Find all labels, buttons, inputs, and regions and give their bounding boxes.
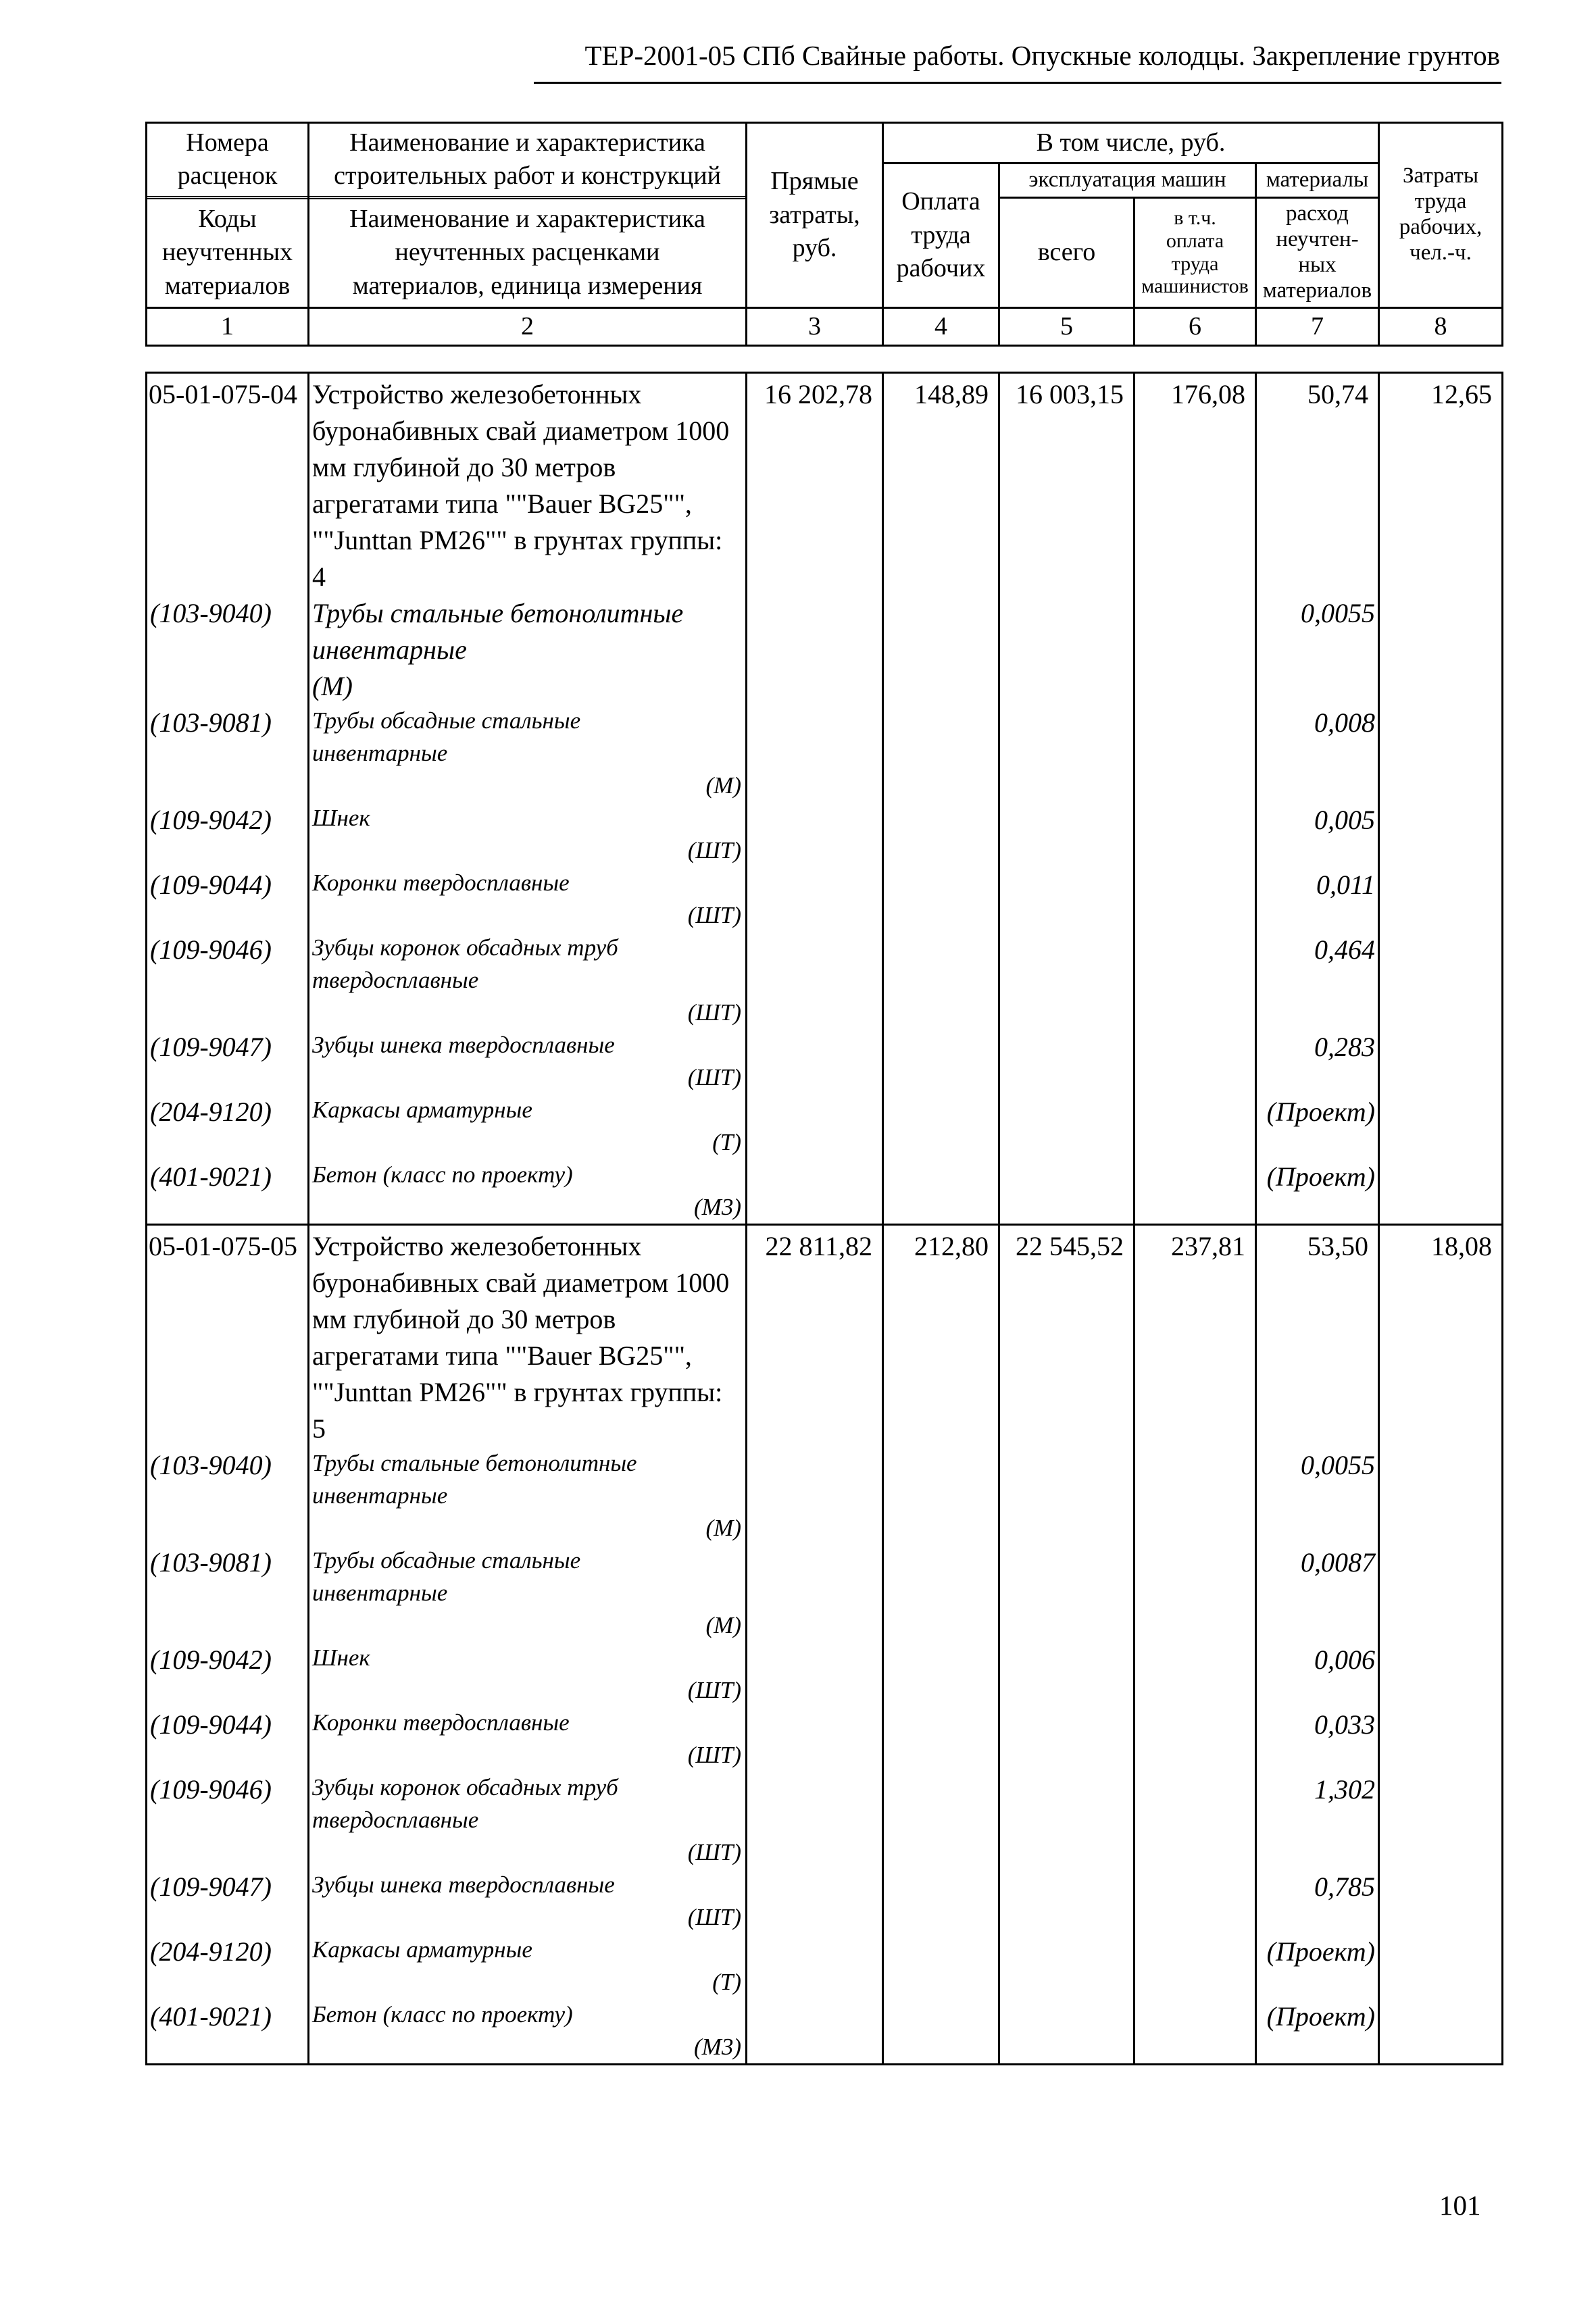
machines-total: 22 545,52	[999, 1225, 1134, 1448]
col-number: 5	[999, 307, 1134, 345]
material-unit: (Т)	[712, 1969, 741, 1995]
material-name: Зубцы шнека твердосплавные (ШТ)	[309, 1029, 747, 1094]
material-name: Шнек (ШТ)	[309, 1642, 747, 1707]
material-unit: (М)	[705, 1515, 741, 1541]
running-header: ТЕР-2001-05 СПб Свайные работы. Опускные колодцы. Закрепление грунтов	[584, 40, 1500, 71]
material-row	[147, 1544, 1503, 1642]
material-unit: (М)	[705, 1612, 741, 1638]
material-unit: (ШТ)	[687, 1904, 741, 1930]
col-number: 3	[747, 307, 883, 345]
material-unit: (ШТ)	[687, 1742, 741, 1768]
col8-header: Затраты труда рабочих, чел.-ч.	[1379, 123, 1503, 308]
material-qty: 0,464	[1256, 932, 1379, 1029]
material-unit: (ШТ)	[687, 1677, 741, 1703]
material-qty: 0,033	[1256, 1707, 1379, 1771]
material-row	[147, 1447, 1503, 1544]
col-number: 1	[147, 307, 309, 345]
material-code: (103-9040)	[147, 595, 309, 705]
material-name: Коронки твердосплавные (ШТ)	[309, 867, 747, 932]
labor-pay: 212,80	[883, 1225, 999, 1448]
material-row	[147, 1771, 1503, 1869]
material-code: (109-9042)	[147, 802, 309, 867]
material-code: (109-9046)	[147, 932, 309, 1029]
material-name: Трубы стальные бетонолитные инвентарные (М)	[309, 595, 747, 705]
col2-header-bottom: Наименование и характеристика неучтенных расценками материалов, единица измерения	[309, 197, 747, 307]
machines-total: 16 003,15	[999, 373, 1134, 596]
material-code: (109-9046)	[147, 1771, 309, 1869]
page-number: 101	[1439, 2190, 1481, 2221]
material-unit: (ШТ)	[687, 837, 741, 863]
material-row	[147, 802, 1503, 867]
material-row	[147, 932, 1503, 1029]
material-qty: (Проект)	[1256, 1159, 1379, 1225]
material-row	[147, 705, 1503, 802]
material-code: (109-9047)	[147, 1869, 309, 1934]
material-row	[147, 1998, 1503, 2065]
material-row	[147, 1934, 1503, 1998]
machines-header: эксплуатация машин	[999, 164, 1256, 197]
material-code: (109-9042)	[147, 1642, 309, 1707]
material-qty: 0,283	[1256, 1029, 1379, 1094]
material-unit: (Т)	[712, 1129, 741, 1155]
material-qty: 0,0087	[1256, 1544, 1379, 1642]
material-name: Трубы стальные бетонолитные инвентарные (М)	[309, 1447, 747, 1544]
material-unit: (ШТ)	[687, 902, 741, 928]
col4-header: Оплата труда рабочих	[883, 164, 999, 307]
material-qty: 0,005	[1256, 802, 1379, 867]
material-row	[147, 1707, 1503, 1771]
material-name: Бетон (класс по проекту) (М3)	[309, 1159, 747, 1225]
direct-cost: 22 811,82	[747, 1225, 883, 1448]
col-number: 4	[883, 307, 999, 345]
material-qty: (Проект)	[1256, 1094, 1379, 1159]
col1-header-top: Номера расценок	[147, 123, 309, 198]
col1-header-bottom: Коды неучтенных материалов	[147, 197, 309, 307]
material-unit: (ШТ)	[687, 1839, 741, 1865]
materials-cost: 50,74	[1256, 373, 1379, 596]
material-name: Трубы обсадные стальные инвентарные (М)	[309, 705, 747, 802]
rate-name: Устройство железобетонных буронабивных свай диаметром 1000 мм глубиной до 30 метров агрегатами типа ""Bauer BG25"", ""Junttan PM26"" в грунтах группы: 5	[309, 1225, 747, 1448]
material-row	[147, 595, 1503, 705]
material-row	[147, 1029, 1503, 1094]
header-rule	[534, 82, 1501, 84]
material-qty: 0,011	[1256, 867, 1379, 932]
material-qty: (Проект)	[1256, 1934, 1379, 1998]
material-unit: (М3)	[694, 1194, 741, 1220]
material-qty: 1,302	[1256, 1771, 1379, 1869]
rates-table	[145, 372, 1503, 2065]
material-name: Зубцы шнека твердосплавные (ШТ)	[309, 1869, 747, 1934]
material-code: (204-9120)	[147, 1934, 309, 1998]
col-number: 6	[1134, 307, 1256, 345]
material-code: (401-9021)	[147, 1159, 309, 1225]
material-name: Коронки твердосплавные (ШТ)	[309, 1707, 747, 1771]
material-qty: 0,0055	[1256, 1447, 1379, 1544]
direct-cost: 16 202,78	[747, 373, 883, 596]
rate-row	[147, 1225, 1503, 1448]
material-row	[147, 1094, 1503, 1159]
rate-row	[147, 373, 1503, 596]
material-code: (109-9044)	[147, 1707, 309, 1771]
labor-pay: 148,89	[883, 373, 999, 596]
materials-header: материалы	[1256, 164, 1379, 197]
machinist-pay: 237,81	[1134, 1225, 1256, 1448]
material-code: (103-9081)	[147, 705, 309, 802]
col5-header: всего	[999, 197, 1134, 307]
col-number: 7	[1256, 307, 1379, 345]
column-header-table	[145, 122, 1503, 347]
material-unit: (М3)	[694, 2034, 741, 2060]
col6-header: в т.ч. оплата труда машинистов	[1134, 197, 1256, 307]
material-name: Зубцы коронок обсадных труб твердосплавные (ШТ)	[309, 932, 747, 1029]
machinist-pay: 176,08	[1134, 373, 1256, 596]
material-row	[147, 1159, 1503, 1225]
material-qty: 0,785	[1256, 1869, 1379, 1934]
material-code: (204-9120)	[147, 1094, 309, 1159]
rate-code: 05-01-075-04	[147, 373, 309, 596]
material-row	[147, 867, 1503, 932]
group-header: В том числе, руб.	[883, 123, 1379, 164]
col3-header: Прямые затраты, руб.	[747, 123, 883, 308]
material-qty: 0,008	[1256, 705, 1379, 802]
material-row	[147, 1869, 1503, 1934]
material-row	[147, 1642, 1503, 1707]
labor-hours: 12,65	[1379, 373, 1503, 596]
material-qty: 0,006	[1256, 1642, 1379, 1707]
col2-header-top: Наименование и характеристика строительных работ и конструкций	[309, 123, 747, 198]
material-unit: (ШТ)	[687, 1064, 741, 1090]
material-qty: (Проект)	[1256, 1998, 1379, 2065]
labor-hours: 18,08	[1379, 1225, 1503, 1448]
material-name: Бетон (класс по проекту) (М3)	[309, 1998, 747, 2065]
material-code: (109-9047)	[147, 1029, 309, 1094]
material-name: Каркасы арматурные (Т)	[309, 1094, 747, 1159]
material-name: Шнек (ШТ)	[309, 802, 747, 867]
col-number: 2	[309, 307, 747, 345]
material-unit: (ШТ)	[687, 999, 741, 1026]
material-name: Каркасы арматурные (Т)	[309, 1934, 747, 1998]
material-code: (103-9081)	[147, 1544, 309, 1642]
material-unit: (М)	[705, 772, 741, 799]
material-qty: 0,0055	[1256, 595, 1379, 705]
col-number: 8	[1379, 307, 1503, 345]
rate-name: Устройство железобетонных буронабивных свай диаметром 1000 мм глубиной до 30 метров агрегатами типа ""Bauer BG25"", ""Junttan PM26"" в грунтах группы: 4	[309, 373, 747, 596]
material-code: (109-9044)	[147, 867, 309, 932]
material-code: (401-9021)	[147, 1998, 309, 2065]
material-name: Зубцы коронок обсадных труб твердосплавные (ШТ)	[309, 1771, 747, 1869]
material-name: Трубы обсадные стальные инвентарные (М)	[309, 1544, 747, 1642]
col7-header: расход неучтен- ных материалов	[1256, 197, 1379, 307]
materials-cost: 53,50	[1256, 1225, 1379, 1448]
rate-code: 05-01-075-05	[147, 1225, 309, 1448]
material-code: (103-9040)	[147, 1447, 309, 1544]
